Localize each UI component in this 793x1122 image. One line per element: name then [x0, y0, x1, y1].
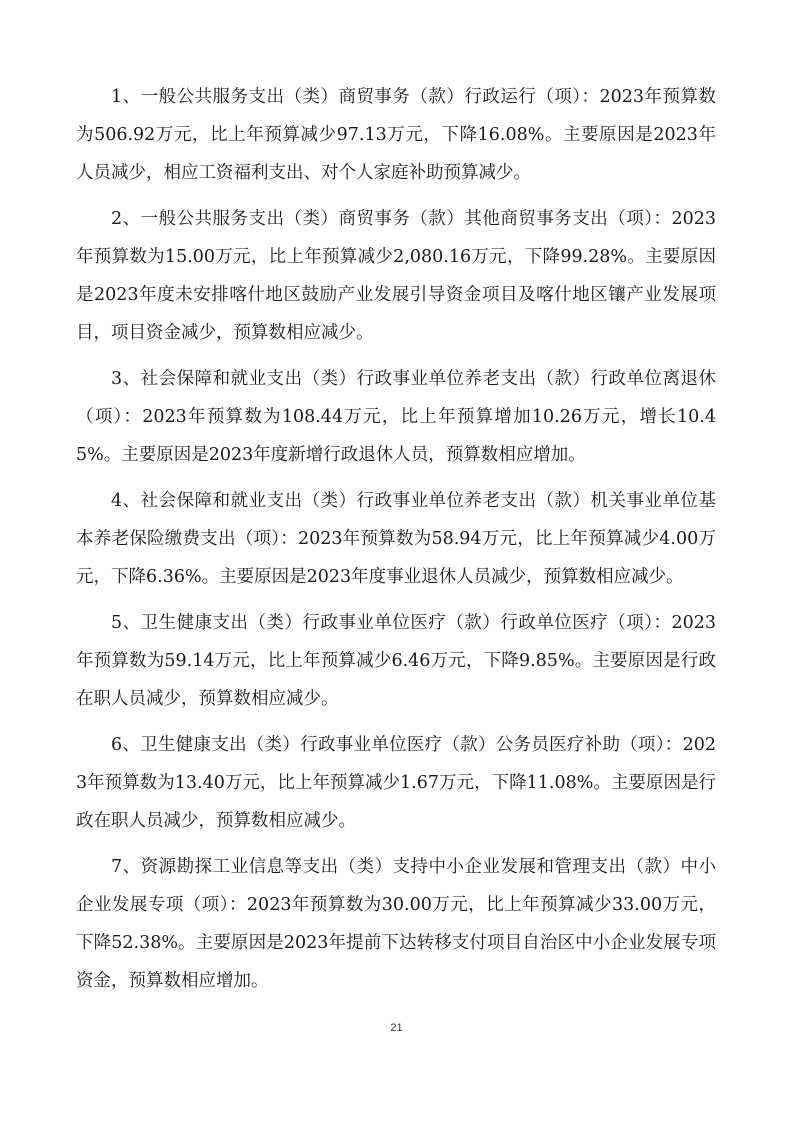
- paragraph-5: 5、卫生健康支出（类）行政事业单位医疗（款）行政单位医疗（项）：2023年预算数为59.14万元，比上年预算减少6.46万元，下降9.85%。主要原因是行政在职人员减少，预算数相应减少。: [76, 613, 716, 709]
- paragraph-4: 4、社会保障和就业支出（类）行政事业单位养老支出（款）机关事业单位基本养老保险缴费支出（项）：2023年预算数为58.94万元，比上年预算减少4.00万元，下降6.36%。主要原因是2023年度事业退休人员减少，预算数相应减少。: [76, 491, 716, 587]
- document-body: [76, 78, 716, 1008]
- page-number: 21: [390, 1022, 403, 1034]
- paragraph-6: 6、卫生健康支出（类）行政事业单位医疗（款）公务员医疗补助（项）：2023年预算数为13.40万元，比上年预算减少1.67万元，下降11.08%。主要原因是行政在职人员减少，预算数相应减少。: [76, 735, 716, 831]
- paragraph-1: 1、一般公共服务支出（类）商贸事务（款）行政运行（项）：2023年预算数为506.92万元，比上年预算减少97.13万元，下降16.08%。主要原因是2023年人员减少，相应工资福利支出、对个人家庭补助预算减少。: [76, 87, 716, 183]
- paragraph-2: 2、一般公共服务支出（类）商贸事务（款）其他商贸事务支出（项）：2023年预算数为15.00万元，比上年预算减少2,080.16万元，下降99.28%。主要原因是2023年度未安排喀什地区鼓励产业发展引导资金项目及喀什地区镶产业发展项目，项目资金减少，预算数相应减少。: [76, 209, 716, 343]
- paragraph-3: 3、社会保障和就业支出（类）行政事业单位养老支出（款）行政单位离退休（项）：2023年预算数为108.44万元，比上年预算增加10.26万元，增长10.45%。主要原因是2023年度新增行政退休人员，预算数相应增加。: [76, 369, 716, 465]
- paragraph-7: 7、资源勘探工业信息等支出（类）支持中小企业发展和管理支出（款）中小企业发展专项（项）：2023年预算数为30.00万元，比上年预算减少33.00万元，下降52.38%。主要原因是2023年提前下达转移支付项目自治区中小企业发展专项资金，预算数相应增加。: [76, 857, 716, 991]
